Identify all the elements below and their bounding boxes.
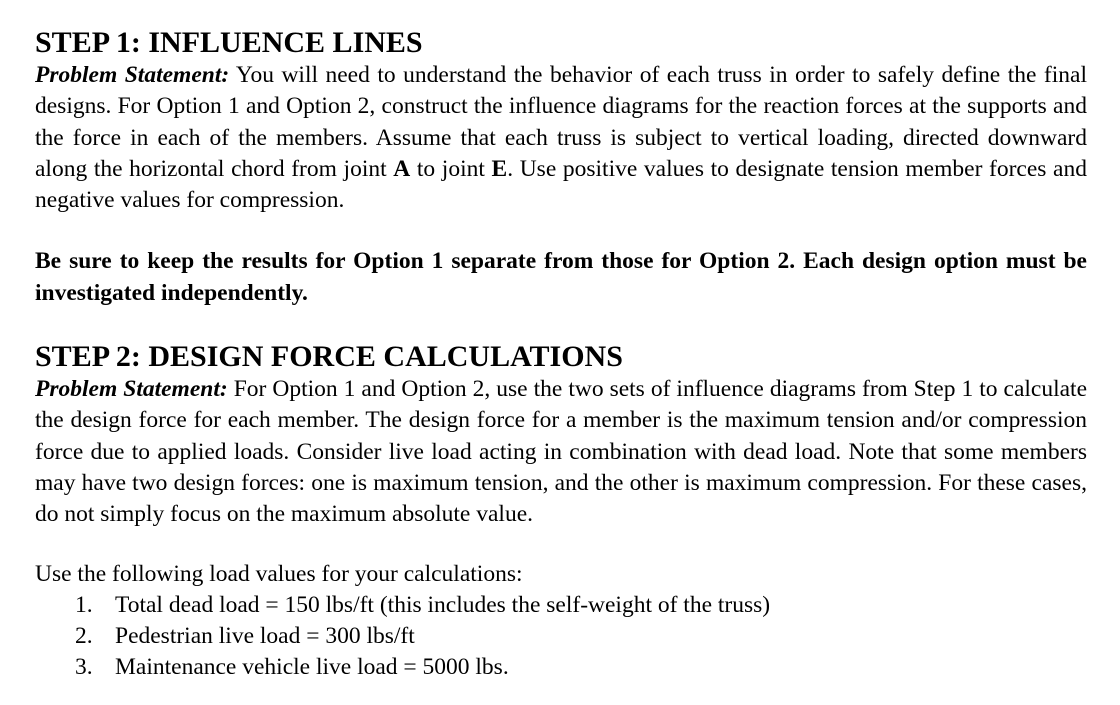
joint-a-label: A (393, 155, 411, 182)
step1-ps-label: Problem Statement: (35, 62, 230, 88)
list-item-number: 3. (75, 653, 93, 680)
step2-heading: STEP 2: DESIGN FORCE CALCULATIONS (35, 340, 623, 374)
step1-heading: STEP 1: INFLUENCE LINES (35, 26, 423, 59)
document-page (35, 26, 1087, 683)
list-item-text: Total dead load = 150 lbs/ft (this includes the self-weight of the truss) (115, 591, 771, 618)
separation-note: Be sure to keep the results for Option 1 separate from those for Option 2. Each design option must be investigated independently. (35, 248, 1087, 306)
step2-text: For Option 1 and Option 2, use the two sets of influence diagrams from Step 1 to calculate the design force for each member. The design force for a member is the maximum tension and/or compression force due to applied loads. Consider live load acting in combination with dead load. Note that some members may have two design forces: one is maximum tension, and the other is maximum compression. For these cases, do not simply focus on the maximum absolute value. (35, 376, 1087, 528)
spacer (35, 309, 1087, 340)
step2-ps-label: Problem Statement: (35, 376, 228, 403)
step1-problem-statement (35, 60, 1087, 216)
list-item (35, 621, 1087, 652)
step1-text-b: to joint (410, 155, 492, 182)
list-item-number: 1. (75, 591, 93, 618)
spacer (35, 531, 1087, 559)
joint-e-label: E (491, 155, 508, 182)
spacer (35, 216, 1087, 246)
list-item (35, 652, 1087, 683)
step2-problem-statement (35, 374, 1087, 530)
step1-text-a: You will need to understand the behavior of each truss in order to safely define the final designs. For Option 1 and Option 2, construct the influence diagrams for the reaction forces at the supports and the force in each of the members. Assume that each truss is subject to vertical loading, directed downward along the horizontal chord from joint (35, 62, 1087, 182)
list-item (35, 590, 1087, 621)
step1-text-c: . Use positive values to designate tension member forces and negative values for compression. (35, 155, 1087, 214)
load-values-list (35, 590, 1087, 683)
list-item-text: Pedestrian live load = 300 lbs/ft (115, 622, 415, 649)
list-item-text: Maintenance vehicle live load = 5000 lbs. (115, 653, 509, 680)
list-item-number: 2. (75, 622, 93, 649)
loads-intro: Use the following load values for your calculations: (35, 560, 523, 587)
